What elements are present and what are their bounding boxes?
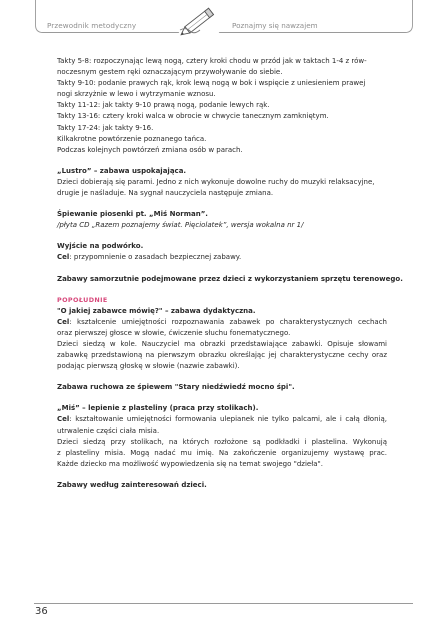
text-line: Takty 9-10: podanie prawych rąk, krok lewą nogą w bok i wspięcie z uniesieniem prawej: [57, 79, 366, 88]
text-line: noczesnym gestem ręki oznaczającym przywoływanie do siebie.: [57, 68, 283, 77]
text-line: Dzieci siedzą przy stolikach, na których rozłożone są podkładki i plastelina. Wykonują: [57, 437, 387, 446]
text-line: Kilkakrotne powtórzenie poznanego tańca.: [57, 134, 207, 143]
text-line: oraz pierwszej głosce w słowie, ćwiczenie słuchu fonematycznego.: [57, 328, 291, 337]
text-line: zabawkę przedstawioną na pierwszym obrazku określając jej charakterystyczne cechy oraz: [57, 351, 387, 360]
page-number: 36: [35, 606, 48, 617]
goal-label: Cel: [57, 253, 70, 262]
paragraph-gap: [57, 156, 387, 166]
text-line: podając pierwszą głoskę w słowie (nazwie zabawki).: [57, 362, 240, 371]
bold-text-line: „Miś” – lepienie z plasteliny (praca przy stolikach).: [57, 404, 259, 413]
text-line: Takty 13-16: cztery kroki walca w obrocie w chwycie tanecznym zamkniętym.: [57, 112, 329, 121]
page-header: [0, 0, 447, 40]
text-line: z plasteliny misia. Mogą nadać mu imię. Na zakończenie organizujemy wystawę prac.: [57, 448, 387, 457]
header-left-title: Przewodnik metodyczny: [47, 21, 137, 30]
text-line: Takty 5-8: rozpoczynając lewą nogą, cztery kroki chodu w przód jak w taktach 1-4 z rów-: [57, 57, 367, 65]
bold-text-line: Zabawa ruchowa ze śpiewem "Stary niedźwiedź mocno śpi".: [57, 383, 295, 392]
text-line: /płyta CD „Razem poznajemy świat. Pięciolatek”, wersja wokalna nr 1/: [57, 221, 304, 230]
goal-label: Cel: [57, 317, 70, 326]
paragraph-gap: [57, 199, 387, 209]
goal-text: : kształcenie umiejętności rozpoznawania zabawek po charakterystycznych cechach: [69, 317, 387, 326]
goal-label: Cel: [57, 415, 70, 424]
text-line: nogi skrzyżnie w lewo i wytrzymanie wznosu.: [57, 90, 216, 99]
bold-text-line: Zabawy samorzutnie podejmowane przez dzieci z wykorzystaniem sprzętu terenowego.: [57, 274, 403, 283]
paragraph-gap: [57, 372, 387, 382]
paragraph-gap: [57, 264, 387, 274]
text-line: Podczas kolejnych powtórzeń zmiana osób w parach.: [57, 145, 243, 154]
text-line: [57, 317, 387, 328]
text-line: [57, 252, 387, 263]
text-line: Takty 17-24: jak takty 9-16.: [57, 123, 154, 132]
section-heading: POPOŁUDNIE: [57, 295, 108, 304]
bold-text-line: Zabawy według zainteresowań dzieci.: [57, 480, 207, 489]
paragraph-gap: [57, 393, 387, 403]
bold-text-line: Śpiewanie piosenki pt. „Miś Norman”.: [57, 210, 208, 219]
bold-text-line: „Lustro” – zabawa uspokajająca.: [57, 166, 187, 175]
text-line: Dzieci siedzą w kole. Nauczyciel ma obrazki przedstawiające zabawki. Opisuje słowami: [57, 339, 387, 348]
text-line: [57, 414, 387, 425]
text-line: Każde dziecko ma możliwość wypowiedzenia się na temat swojego "dzieła".: [57, 459, 323, 468]
footer-divider: [34, 603, 413, 604]
text-line: Takty 11-12: jak takty 9-10 prawą nogą, podanie lewych rąk.: [57, 101, 270, 110]
goal-text: : kształtowanie umiejętności formowania ulepianek nie tylko palcami, ale i całą dłonią,: [69, 415, 387, 424]
text-line: Dzieci dobierają się parami. Jedno z nich wykonuje dowolne ruchy do muzyki relaksacyjne,: [57, 177, 375, 186]
paragraph-gap: [57, 285, 387, 295]
goal-text: : przypomnienie o zasadach bezpiecznej zabawy.: [69, 253, 242, 262]
text-line: utrwalenie części ciała misia.: [57, 426, 160, 435]
bold-text-line: Wyjście na podwórko.: [57, 242, 144, 251]
paragraph-gap: [57, 231, 387, 241]
bold-text-line: "O jakiej zabawce mówię?" – zabawa dydaktyczna.: [57, 306, 256, 315]
page-body: [57, 56, 403, 491]
header-right-title: Poznajmy się nawzajem: [232, 21, 318, 30]
text-line: drugie je naśladuje. Na sygnał nauczyciela następuje zmiana.: [57, 189, 274, 198]
pencil-icon: [176, 0, 226, 42]
paragraph-gap: [57, 470, 387, 480]
